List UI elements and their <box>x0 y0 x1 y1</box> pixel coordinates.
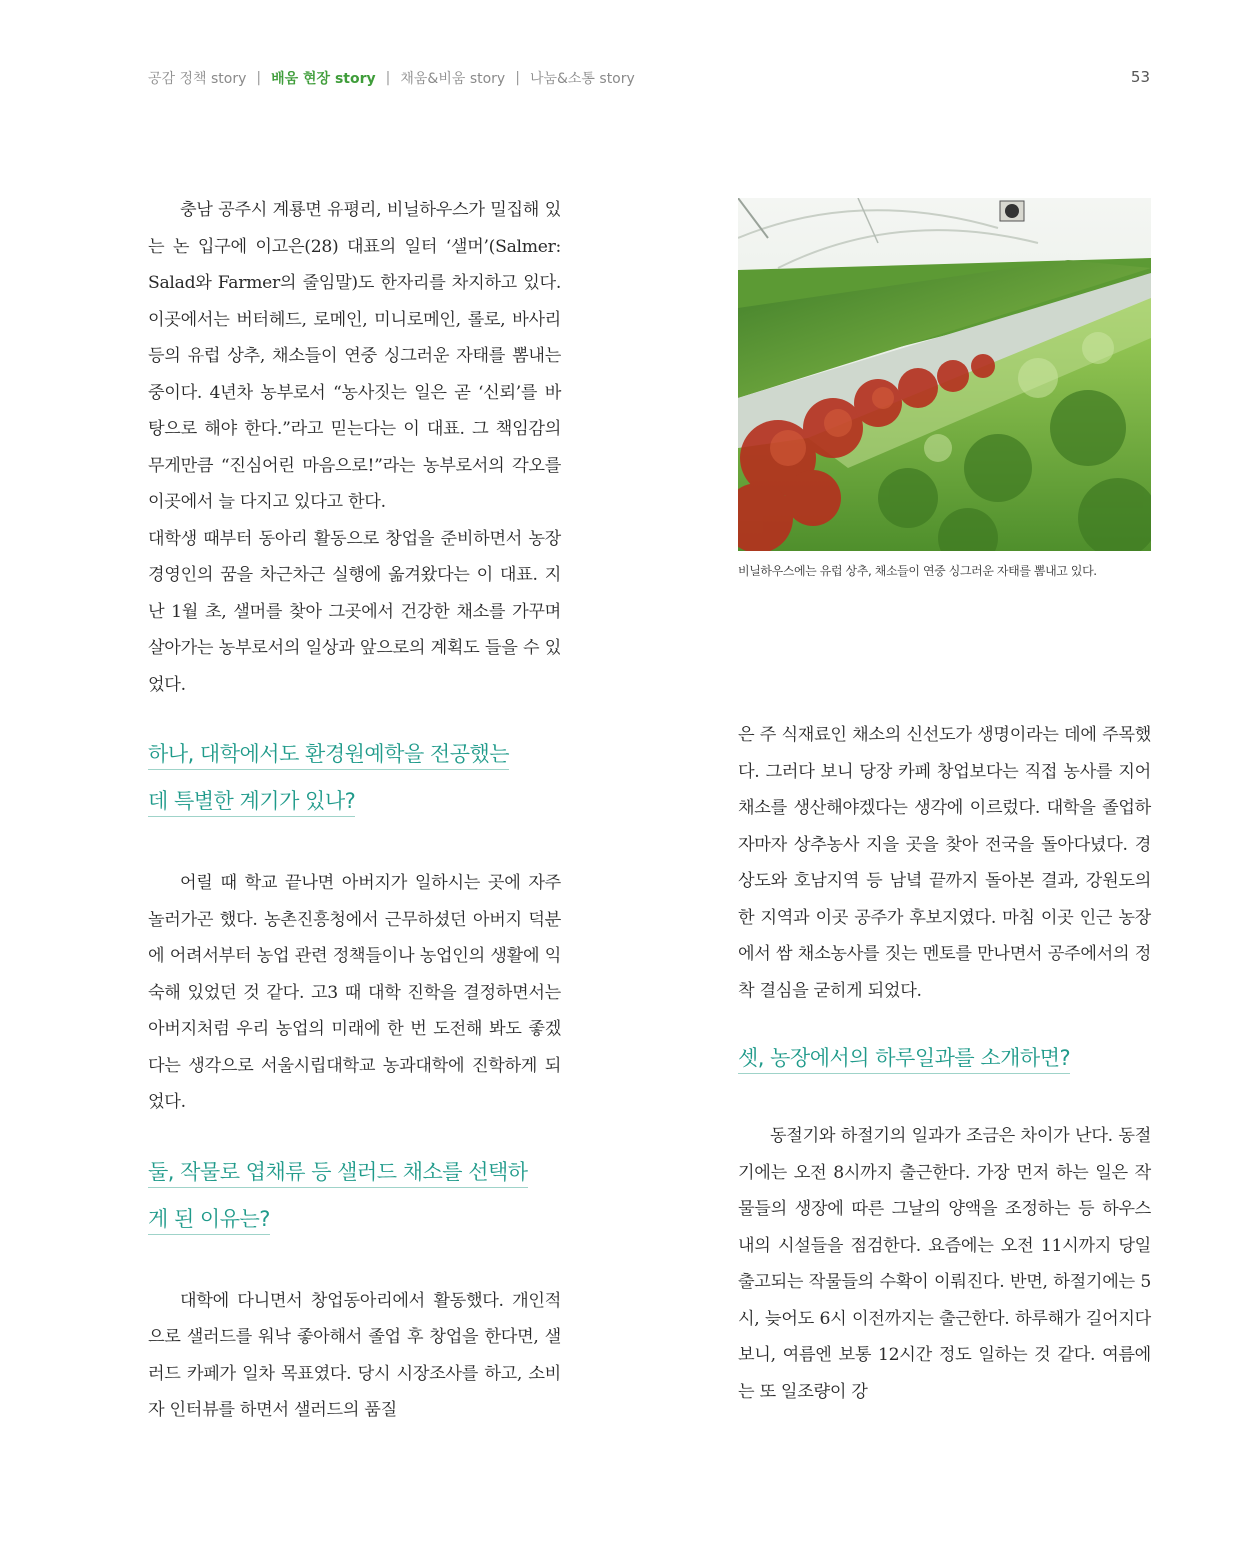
right-column <box>738 717 1151 1410</box>
question-heading-3: 셋, 농장에서의 하루일과를 소개하면? <box>738 1035 1151 1082</box>
intro-paragraph-2: 대학생 때부터 동아리 활동으로 창업을 준비하면서 농장 경영인의 꿈을 차근차근 실행에 옮겨왔다는 이 대표. 지난 1월 초, 샐머를 찾아 그곳에서 건강한 채소를 가꾸며 살아가는 농부로서의 일상과 앞으로의 계획도 들을 수 있었다. <box>148 528 561 695</box>
answer-paragraph-2-continued: 은 주 식재료인 채소의 신선도가 생명이라는 데에 주목했다. 그러다 보니 당장 카페 창업보다는 직접 농사를 지어 채소를 생산해야겠다는 생각에 이르렀다. 대학을 졸업하자마자 상추농사 지을 곳을 찾아 전국을 돌아다녔다. 경상도와 호남지역 등 남녘 끝까지 돌아본 결과, 강원도의 한 지역과 이곳 공주가 후보지였다. 마침 이곳 인근 농장에서 쌈 채소농사를 짓는 멘토를 만나면서 공주에서의 정착 결심을 굳히게 되었다. <box>738 725 1151 1001</box>
page-number: 53 <box>1130 68 1150 86</box>
nav-item-field[interactable]: 배움 현장 story <box>271 71 376 87</box>
nav-item-fill-empty[interactable]: 채움&비움 story <box>400 71 506 87</box>
answer-paragraph-1: 어릴 때 학교 끝나면 아버지가 일하시는 곳에 자주 놀러가곤 했다. 농촌진흥청에서 근무하셨던 아버지 덕분에 어려서부터 농업 관련 정책들이나 농업인의 생활에 익숙해 있었던 것 같다. 고3 때 대학 진학을 결정하면서는 아버지처럼 우리 농업의 미래에 한 번 도전해 봐도 좋겠다는 생각으로 서울시립대학교 농과대학에 진학하게 되었다. <box>148 873 561 1112</box>
nav-item-share[interactable]: 나눔&소통 story <box>529 71 635 87</box>
question-heading-1: 하나, 대학에서도 환경원예학을 전공했는 데 특별한 계기가 있나? <box>148 731 561 825</box>
answer-paragraph-3: 동절기와 하절기의 일과가 조금은 차이가 난다. 동절기에는 오전 8시까지 출근한다. 가장 먼저 하는 일은 작물들의 생장에 따른 그날의 양액을 조정하는 등 하우스 내의 시설들을 점검한다. 요즘에는 오전 11시까지 당일 출고되는 작물들의 수확이 이뤄진다. 반면, 하절기에는 5시, 늦어도 6시 이전까지는 출근한다. 하루해가 길어지다 보니, 여름엔 보통 12시간 정도 일하는 것 같다. 여름에는 또 일조량이 강 <box>738 1126 1151 1402</box>
nav-separator: | <box>515 70 520 86</box>
greenhouse-photo <box>738 198 1151 551</box>
intro-paragraph: 충남 공주시 계룡면 유평리, 비닐하우스가 밀집해 있는 논 입구에 이고은(28) 대표의 일터 ‘샐머’(Salmer: Salad와 Farmer의 줄임말)도 한자리를 차지하고 있다. 이곳에서는 버터헤드, 로메인, 미니로메인, 롤로, 바사리 등의 유럽 상추, 채소들이 연중 싱그러운 자태를 뽐내는 중이다. 4년차 농부로서 “농사짓는 일은 곧 ‘신뢰’를 바탕으로 해야 한다.”라고 믿는다는 이 대표. 그 책임감의 무게만큼 “진심어린 마음으로!”라는 농부로서의 각오를 이곳에서 늘 다지고 있다고 한다. <box>148 200 561 512</box>
question-heading-2: 둘, 작물로 엽채류 등 샐러드 채소를 선택하 게 된 이유는? <box>148 1149 561 1243</box>
section-nav <box>148 68 635 88</box>
nav-separator: | <box>256 70 262 86</box>
page-header <box>148 68 1150 92</box>
left-column <box>148 192 561 1429</box>
answer-paragraph-2: 대학에 다니면서 창업동아리에서 활동했다. 개인적으로 샐러드를 워낙 좋아해서 졸업 후 창업을 한다면, 샐러드 카페가 일차 목표였다. 당시 시장조사를 하고, 소비자 인터뷰를 하면서 샐러드의 품질 <box>148 1290 561 1420</box>
nav-item-policy[interactable]: 공감 정책 story <box>148 71 247 87</box>
nav-separator: | <box>385 70 391 86</box>
photo-caption: 비닐하우스에는 유럽 상추, 채소들이 연중 싱그러운 자태를 뽐내고 있다. <box>738 564 1097 578</box>
